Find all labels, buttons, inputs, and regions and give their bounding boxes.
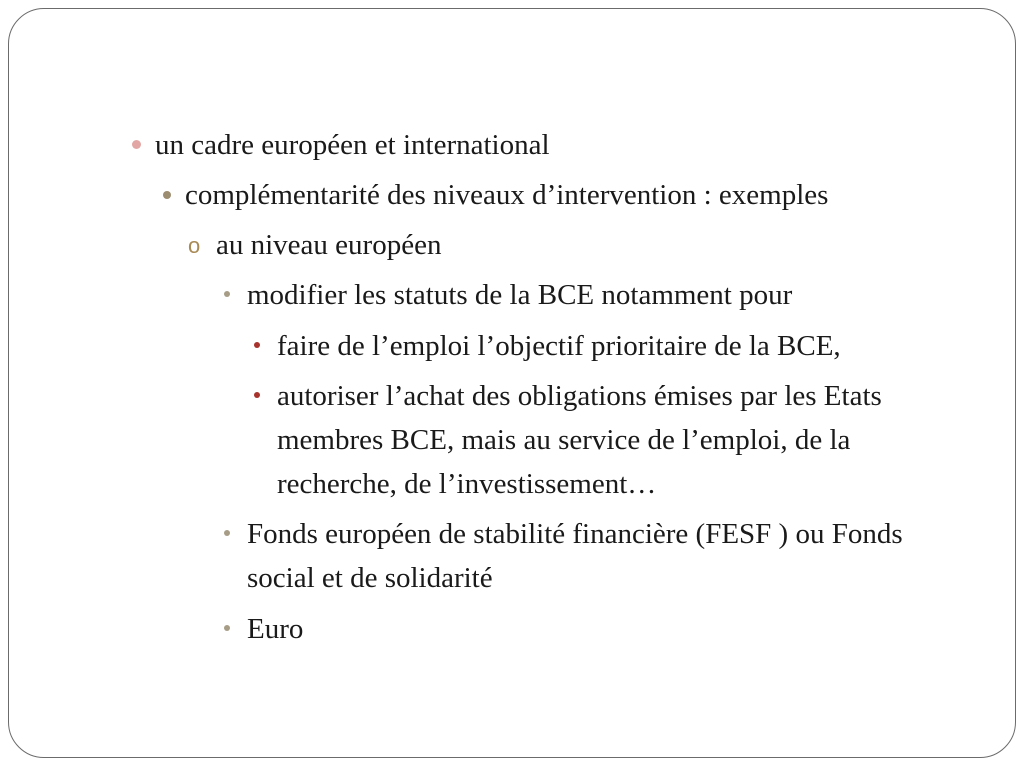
bullet-item-level-3: [188, 223, 442, 267]
bullet-dot-icon: [163, 191, 171, 199]
bullet-dot-icon: [132, 140, 141, 149]
bullet-text: faire de l’emploi l’objectif prioritaire de la BCE,: [277, 330, 841, 362]
bullet-item-level-1: [155, 123, 550, 167]
bullet-text: Fonds européen de stabilité financière (FESF ) ou Fonds social et de solidarité: [247, 518, 903, 594]
bullet-text: au niveau européen: [216, 229, 442, 261]
bullet-text: Euro: [247, 613, 304, 645]
bullet-text: un cadre européen et international: [155, 129, 550, 161]
bullet-item-level-4: [247, 273, 792, 317]
bullet-item-level-2: [185, 173, 828, 217]
bullet-dot-icon: [254, 342, 260, 348]
bullet-dot-icon: [224, 291, 230, 297]
bullet-text: autoriser l’achat des obligations émises par les Etats membres BCE, mais au service de l’emploi, de la recherche, de l’investissement…: [277, 380, 882, 500]
bullet-item-level-4: [247, 607, 303, 651]
bullet-item-level-5: [277, 324, 841, 368]
bullet-text: modifier les statuts de la BCE notamment pour: [247, 279, 793, 311]
bullet-dot-icon: [224, 625, 230, 631]
bullet-text: complémentarité des niveaux d’intervention : exemples: [185, 179, 829, 211]
bullet-dot-icon: [224, 530, 230, 536]
bullet-dot-icon: [254, 392, 260, 398]
bullet-item-level-5: [277, 374, 977, 506]
bullet-item-level-4: [247, 512, 947, 600]
bullet-circle-icon: o: [188, 233, 201, 258]
